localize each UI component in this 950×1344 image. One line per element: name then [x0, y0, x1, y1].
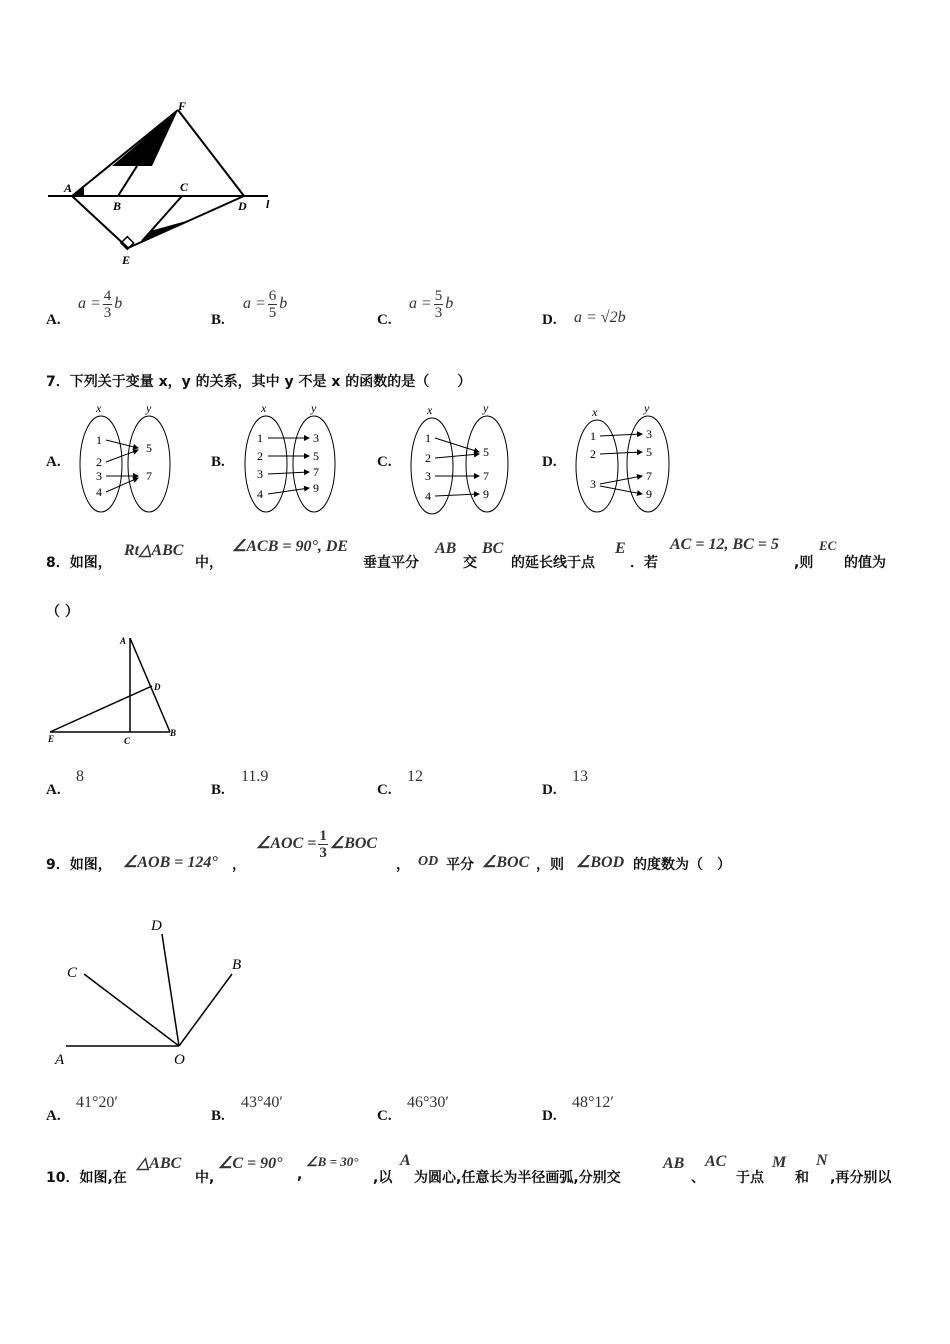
- svg-text:2: 2: [96, 455, 102, 469]
- svg-text:3: 3: [96, 469, 102, 483]
- q8-option-b[interactable]: B. 11.9: [211, 768, 269, 798]
- svg-text:5: 5: [313, 449, 319, 463]
- svg-text:4: 4: [257, 487, 263, 501]
- svg-text:3: 3: [425, 469, 431, 483]
- q6-label-A: A: [64, 181, 73, 195]
- svg-text:A: A: [120, 636, 127, 646]
- option-label: D.: [542, 312, 557, 328]
- q9-option-c[interactable]: C. 46°30′: [377, 1094, 449, 1124]
- q7-option-a[interactable]: A. x y 1 2 3 4 5 7: [46, 400, 196, 515]
- svg-text:9: 9: [483, 487, 489, 501]
- q8-figure: [44, 628, 194, 748]
- q8-option-c[interactable]: C. 12: [377, 768, 423, 798]
- q9-option-b[interactable]: B. 43°40′: [211, 1094, 283, 1124]
- svg-text:1: 1: [96, 433, 102, 447]
- q7-text: 7．下列关于变量 x，y 的关系，其中 y 不是 x 的函数的是（ ）: [46, 374, 472, 390]
- svg-text:y: y: [146, 401, 152, 415]
- svg-text:7: 7: [483, 469, 489, 483]
- svg-text:O: O: [174, 1052, 185, 1068]
- svg-text:x: x: [427, 403, 433, 417]
- q7-option-c[interactable]: C. x y 1 2 3 4 5 7 9: [377, 400, 527, 515]
- svg-text:7: 7: [146, 469, 152, 483]
- q7-mapping-d: [572, 400, 692, 515]
- q6-label-E: E: [122, 253, 131, 267]
- svg-text:3: 3: [313, 431, 319, 445]
- option-label: C.: [377, 312, 392, 328]
- option-label: B.: [211, 312, 225, 328]
- svg-text:3: 3: [257, 467, 263, 481]
- svg-text:1: 1: [425, 431, 431, 445]
- svg-text:y: y: [644, 401, 650, 415]
- q8-text: 8．如图， Rt△ABC 中， ∠ACB = 90°, DE 垂直平分 AB 交 BC 的延长线于点 E ．若 AC = 12, BC = 5 ,则 EC 的值为: [46, 536, 886, 571]
- q8-option-d[interactable]: D. 13: [542, 768, 588, 798]
- svg-text:7: 7: [646, 469, 652, 483]
- q7-option-d[interactable]: D. x y 1 2 3 3 5 7 9: [542, 400, 692, 515]
- svg-text:2: 2: [257, 449, 263, 463]
- q6-label-F: F: [178, 99, 187, 113]
- svg-text:4: 4: [425, 489, 431, 503]
- q10-text: 10．如图,在 △ABC 中, ∠C = 90° , ∠B = 30° ,以 A 为圆心,任意长为半径画弧,分别交 AB 、 AC 于点 M 和 N ,再分别以: [46, 1152, 892, 1186]
- q6-label-C: C: [180, 180, 189, 194]
- svg-text:x: x: [592, 405, 598, 419]
- svg-text:E: E: [48, 734, 55, 744]
- svg-text:D: D: [151, 918, 162, 934]
- q6-label-D: D: [238, 199, 247, 213]
- svg-text:1: 1: [257, 431, 263, 445]
- svg-text:9: 9: [646, 487, 652, 501]
- svg-text:7: 7: [313, 465, 319, 479]
- svg-text:C: C: [124, 736, 131, 746]
- q7-mapping-b: [241, 400, 361, 515]
- svg-text:2: 2: [425, 451, 431, 465]
- svg-text:5: 5: [646, 445, 652, 459]
- svg-text:5: 5: [146, 441, 152, 455]
- svg-text:3: 3: [646, 427, 652, 441]
- svg-text:B: B: [170, 728, 177, 738]
- q6-figure: [40, 98, 290, 270]
- svg-text:4: 4: [96, 485, 102, 499]
- svg-text:y: y: [483, 401, 489, 415]
- option-label: A.: [46, 312, 61, 328]
- svg-text:C: C: [67, 965, 78, 981]
- svg-text:x: x: [261, 401, 267, 415]
- svg-text:B: B: [232, 957, 242, 973]
- q9-figure: [50, 912, 270, 1072]
- q8-option-a[interactable]: A. 8: [46, 768, 84, 798]
- q8-answer-paren: （ ）: [46, 604, 79, 620]
- q9-option-d[interactable]: D. 48°12′: [542, 1094, 614, 1124]
- svg-text:2: 2: [590, 447, 596, 461]
- svg-text:D: D: [154, 682, 161, 692]
- svg-text:9: 9: [313, 481, 319, 495]
- svg-text:x: x: [96, 401, 102, 415]
- q7-option-b[interactable]: B. x y 1 2 3 4 3 5 7 9: [211, 400, 361, 515]
- svg-text:1: 1: [590, 429, 596, 443]
- q7-mapping-c: [407, 400, 527, 515]
- svg-text:A: A: [55, 1052, 65, 1068]
- svg-text:3: 3: [590, 477, 596, 491]
- q7-mapping-a: [76, 400, 196, 515]
- q6-label-l: l: [266, 197, 270, 211]
- svg-text:y: y: [311, 401, 317, 415]
- q9-option-a[interactable]: A. 41°20′: [46, 1094, 118, 1124]
- q9-text: 9．如图， ∠AOB = 124° ， ∠AOC = $\frac{1}{3}$ ∠BOC ， OD 平分 ∠BOC ，则 ∠BOD 的度数为（ ）: [46, 828, 731, 873]
- svg-text:5: 5: [483, 445, 489, 459]
- q6-label-B: B: [113, 199, 122, 213]
